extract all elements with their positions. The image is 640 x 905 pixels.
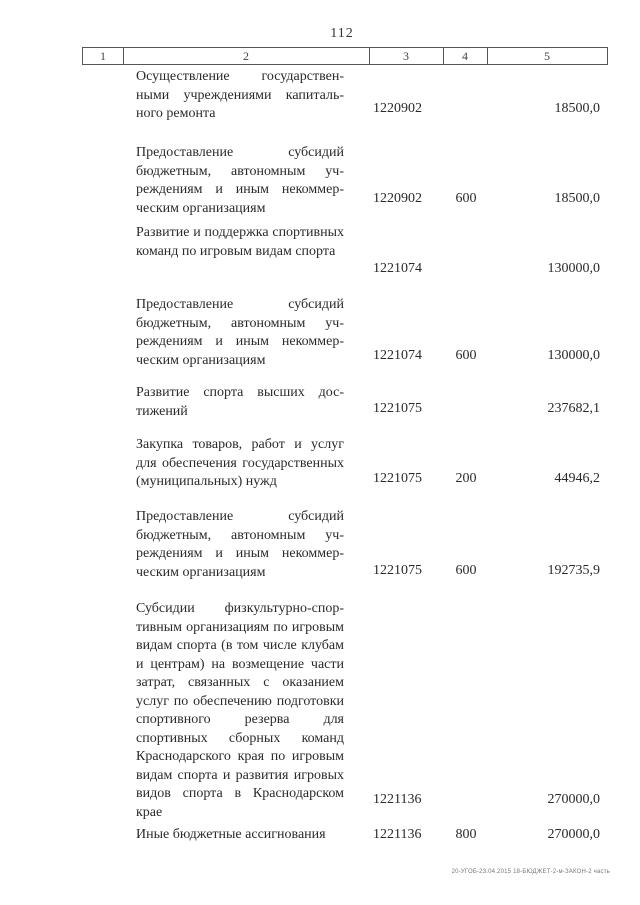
table-header-row (82, 47, 608, 65)
row-description: Предоставление субсидий бюджетным, автономным учреждениям и иным некоммерческим организациям (136, 297, 344, 368)
page-number: 112 (330, 26, 354, 41)
header-col-5: 5 (544, 49, 550, 63)
row-code: 1221074 (373, 261, 422, 276)
row-code: 1221136 (373, 827, 422, 842)
row-description: Развитие спорта высших достижений (136, 385, 344, 419)
row-amount: 130000,0 (547, 348, 600, 363)
row-amount: 44946,2 (554, 471, 600, 486)
footer-stamp: 20-УГОБ-23.04.2015 18-БЮДЖЕТ-2-м-ЗАКОН-2 часть (451, 869, 610, 875)
row-type: 200 (455, 471, 477, 486)
row-type: 800 (455, 827, 477, 842)
row-code: 1220902 (373, 191, 422, 206)
header-col-2: 2 (243, 49, 249, 63)
row-description: Осуществление государственными учреждениями капитального ремонта (136, 69, 344, 121)
row-description: Закупка товаров, работ и услуг для обеспечения государственных (муниципальных) нужд (136, 437, 344, 489)
row-code: 1221075 (373, 471, 422, 486)
row-amount: 18500,0 (554, 191, 600, 206)
row-description: Предоставление субсидий бюджетным, автономным учреждениям и иным некоммерческим организациям (136, 145, 344, 216)
row-description: Предоставление субсидий бюджетным, автономным учреждениям и иным некоммерческим организациям (136, 509, 344, 580)
row-description: Иные бюджетные ассигнования (136, 827, 326, 842)
header-col-4: 4 (462, 49, 468, 63)
row-code: 1221075 (373, 401, 422, 416)
row-type: 600 (455, 348, 477, 363)
row-code: 1220902 (373, 101, 422, 116)
row-description: Субсидии физкультурно-спортивным организациям по игровым видам спорта (в том числе клубам и центрам) на возмещение части затрат, связанных с оказанием услуг по обеспечению подготовки спортивного резерва для спортивных сборных команд Краснодарского края по игровым видам спорта и развития игровых видов спорта в Краснодарском крае (136, 601, 344, 820)
row-description: Развитие и поддержка спортивных команд по игровым видам спорта (136, 225, 344, 259)
header-col-3: 3 (403, 49, 409, 63)
row-amount: 130000,0 (547, 261, 600, 276)
row-amount: 270000,0 (547, 827, 600, 842)
row-code: 1221136 (373, 792, 422, 807)
row-amount: 18500,0 (554, 101, 600, 116)
row-code: 1221075 (373, 563, 422, 578)
row-amount: 192735,9 (547, 563, 600, 578)
row-code: 1221074 (373, 348, 422, 363)
row-type: 600 (455, 191, 477, 206)
row-amount: 237682,1 (547, 401, 600, 416)
header-col-1: 1 (100, 49, 106, 63)
row-amount: 270000,0 (547, 792, 600, 807)
row-type: 600 (455, 563, 477, 578)
